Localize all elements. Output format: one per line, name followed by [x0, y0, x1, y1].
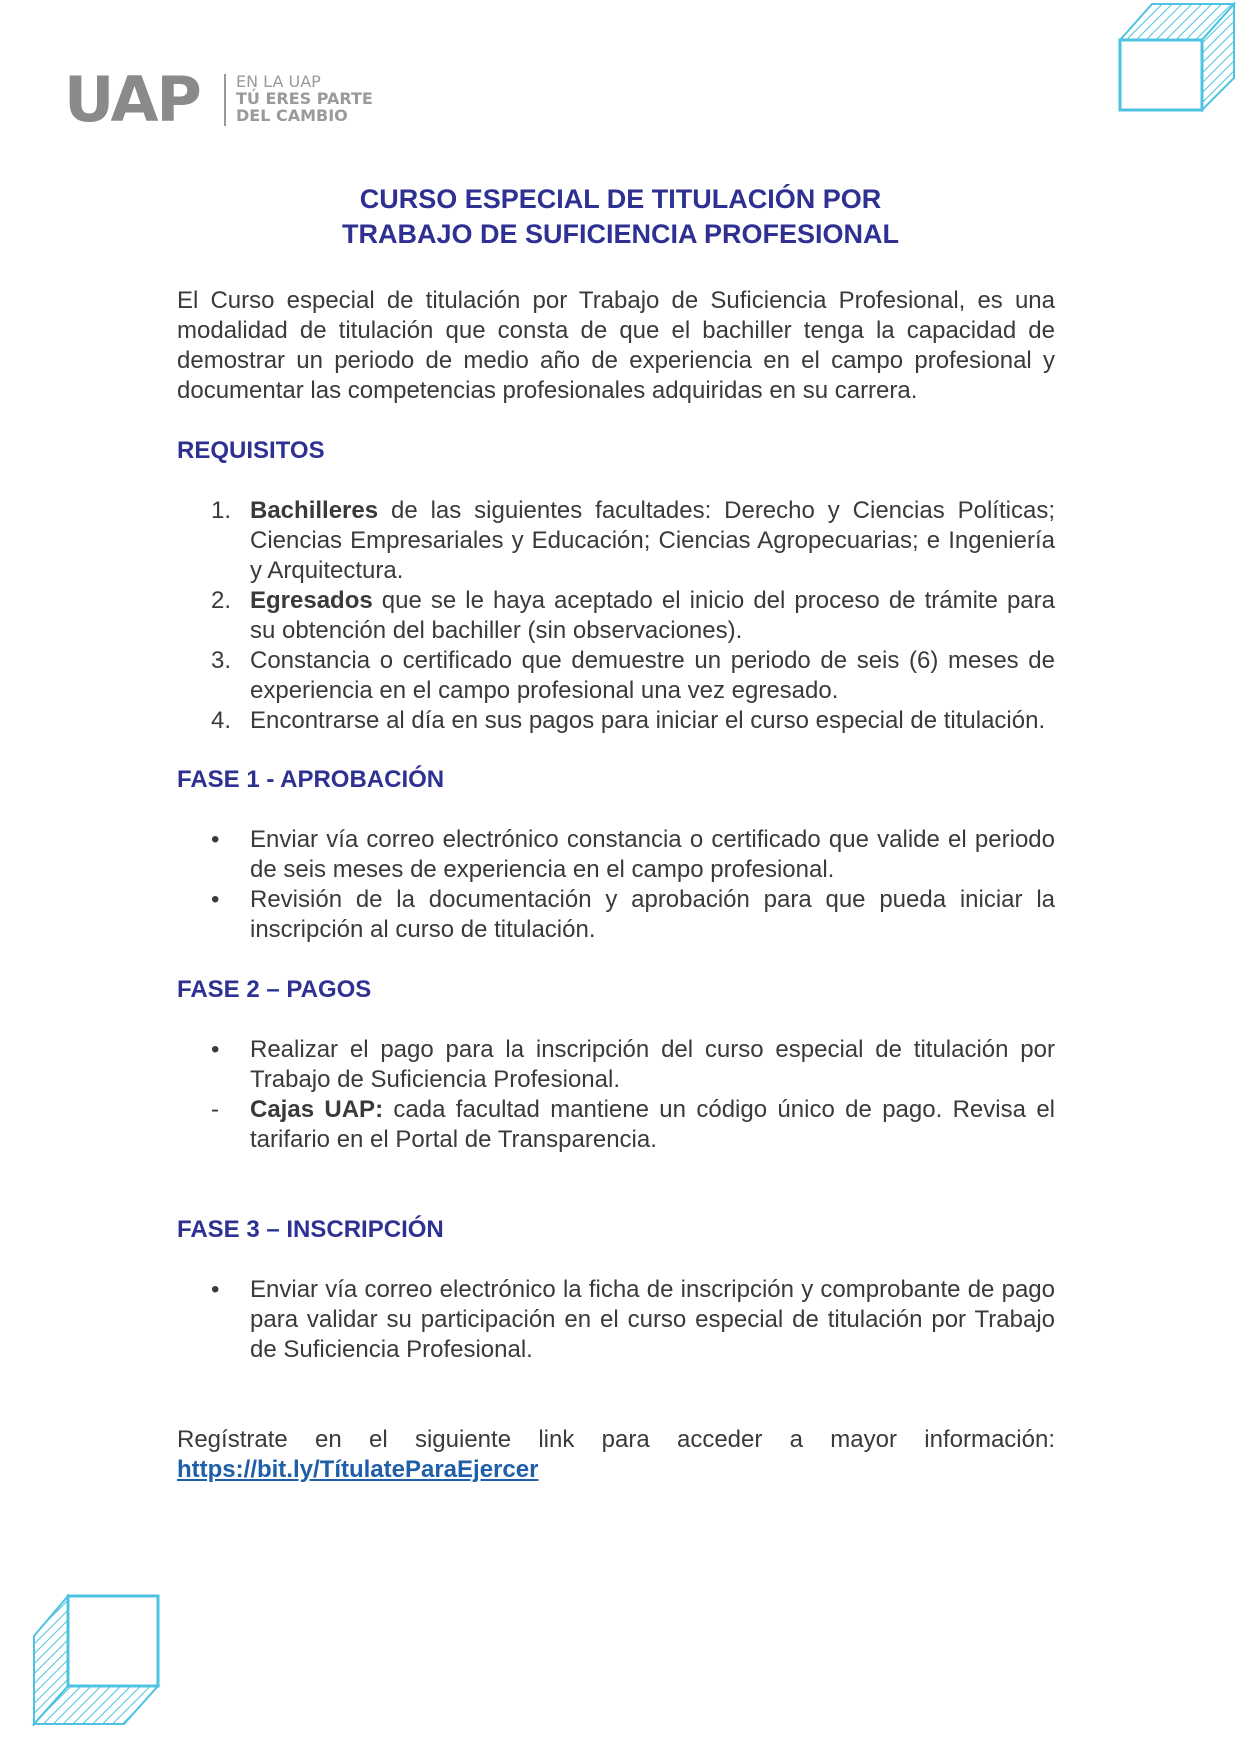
registro-link[interactable]: https://bit.ly/TítulateParaEjercer	[177, 1456, 539, 1483]
list-item: - Cajas UAP: cada facultad mantiene un código único de pago. Revisa el tarifario en el Portal de Transparencia.	[211, 1096, 1055, 1153]
list-item: 4. Encontrarse al día en sus pagos para iniciar el curso especial de titulación.	[211, 707, 1046, 734]
fase2-heading: FASE 2 – PAGOS	[177, 976, 372, 1003]
cube-decoration-top	[1116, 0, 1238, 116]
logo-brand: UAP	[64, 63, 200, 136]
requisitos-list	[177, 496, 1055, 736]
fase3-heading: FASE 3 – INSCRIPCIÓN	[177, 1216, 444, 1243]
list-item: • Enviar vía correo electrónico la ficha de inscripción y comprobante de pago para validar su participación en el curso especial de titulación por Trabajo de Suficiencia Profesional.	[211, 1276, 1055, 1363]
list-item: • Enviar vía correo electrónico constancia o certificado que valide el periodo de seis meses de experiencia en el campo profesional.	[211, 826, 1055, 883]
logo-divider	[224, 74, 226, 126]
fase1-heading: FASE 1 - APROBACIÓN	[177, 766, 445, 793]
uap-logo	[64, 63, 384, 136]
logo-tagline-2: TÚ ERES PARTE	[236, 89, 373, 108]
logo-tagline-3: DEL CAMBIO	[236, 106, 348, 125]
requisitos-heading: REQUISITOS	[177, 437, 325, 464]
cube-decoration-bottom	[28, 1590, 168, 1728]
list-item: • Realizar el pago para la inscripción del curso especial de titulación por Trabajo de Suficiencia Profesional.	[211, 1036, 1055, 1093]
intro-paragraph: El Curso especial de titulación por Trabajo de Suficiencia Profesional, es una modalidad de titulación que consta de que el bachiller tenga la capacidad de demostrar un periodo de medio año de experiencia en el campo profesional y documentar las competencias profesionales adquiridas en su carrera.	[177, 287, 1055, 404]
title-line-2: TRABAJO DE SUFICIENCIA PROFESIONAL	[341, 219, 900, 249]
registro-text: Regístrate en el siguiente link para acceder a mayor información:	[177, 1426, 1055, 1453]
fase2-list	[177, 1035, 1055, 1155]
document-title	[0, 182, 1241, 252]
title-line-1: CURSO ESPECIAL DE TITULACIÓN POR	[359, 184, 882, 214]
list-item: • Revisión de la documentación y aprobación para que pueda iniciar la inscripción al curso de titulación.	[211, 886, 1055, 943]
list-item: 3. Constancia o certificado que demuestre un periodo de seis (6) meses de experiencia en el campo profesional una vez egresado.	[211, 647, 1055, 704]
list-item: 2. Egresados que se le haya aceptado el inicio del proceso de trámite para su obtención del bachiller (sin observaciones).	[211, 587, 1055, 644]
logo-tagline-1: EN LA UAP	[236, 72, 321, 91]
list-item: 1. Bachilleres de las siguientes facultades: Derecho y Ciencias Políticas; Ciencias Empresariales y Educación; Ciencias Agropecuarias; e Ingeniería y Arquitectura.	[211, 497, 1055, 584]
fase1-list	[177, 825, 1055, 945]
fase3-list	[177, 1275, 1055, 1365]
